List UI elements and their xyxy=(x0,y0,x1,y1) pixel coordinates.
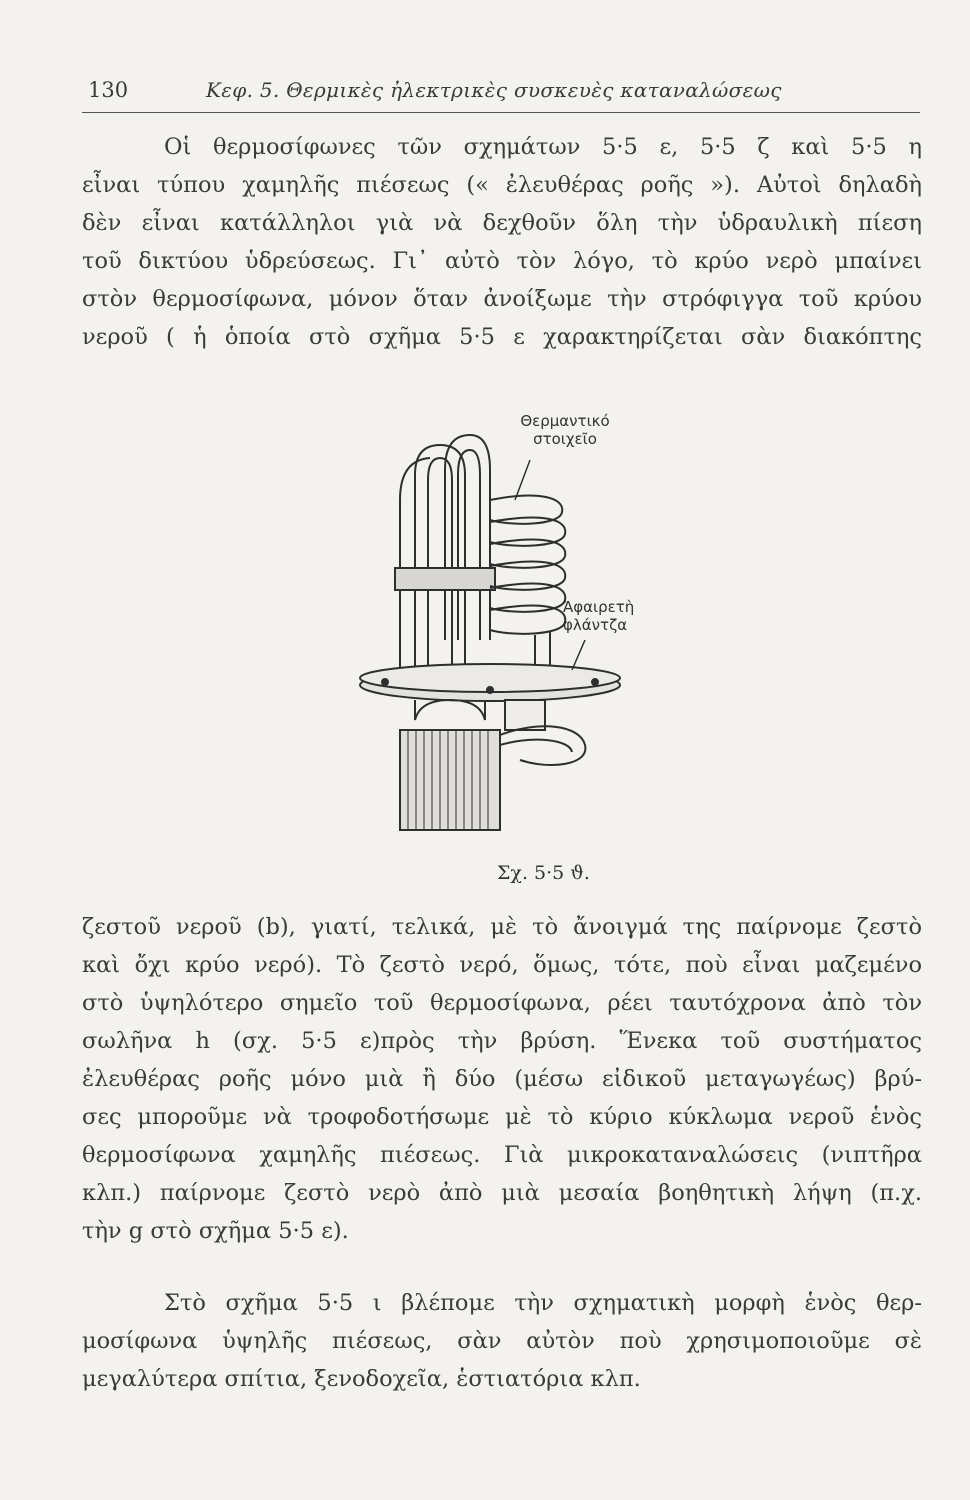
running-header xyxy=(82,72,920,113)
paragraph-1 xyxy=(82,128,922,356)
text-line: σωλῆνα h (σχ. 5·5 ε)πρὸς τὴν βρύση. Ἕνεκα τοῦ συστήματος xyxy=(82,1028,922,1054)
text-line: μεγαλύτερα σπίτια, ξενοδοχεῖα, ἑστιατόρια κλπ. xyxy=(82,1366,641,1392)
text-line: καὶ ὄχι κρύο νερό). Τὸ ζεστὸ νερό, ὅμως, τότε, ποὺ εἶναι μαζεμένο xyxy=(82,952,922,978)
text-line: ἐλευθέρας ροῆς μόνο μιὰ ἢ δύο (μέσω εἰδικοῦ μεταγωγέως) βρύ- xyxy=(82,1066,922,1092)
paragraph-2 xyxy=(82,908,922,1250)
text-line: εἶναι τύπου χαμηλῆς πιέσεως (« ἐλευθέρας ροῆς »). Αὐτοὶ δηλαδὴ xyxy=(82,172,922,198)
text-line: νεροῦ ( ἡ ὁποία στὸ σχῆμα 5·5 ε χαρακτηρίζεται σὰν διακόπτης xyxy=(82,324,922,350)
label-heating-element-line2: στοιχεῖο xyxy=(533,430,597,448)
chapter-title: Κεφ. 5. Θερμικὲς ἠλεκτρικὲς συσκευὲς καταναλώσεως xyxy=(206,78,782,102)
text-line: μοσίφωνα ὑψηλῆς πιέσεως, σὰν αὐτὸν ποὺ χρησιμοποιοῦμε σὲ xyxy=(82,1328,922,1354)
label-heating-element-line1: Θερμαντικό xyxy=(520,412,610,430)
text-line: Στὸ σχῆμα 5·5 ι βλέπομε τὴν σχηματικὴ μορφὴ ἑνὸς θερ- xyxy=(164,1290,922,1316)
text-line: τὴν g στὸ σχῆμα 5·5 ε). xyxy=(82,1218,349,1244)
text-line: στὸ ὑψηλότερο σημεῖο τοῦ θερμοσίφωνα, ρέει ταυτόχρονα ἀπὸ τὸν xyxy=(82,990,922,1016)
paragraph-3 xyxy=(82,1284,922,1398)
text-line: στὸν θερμοσίφωνα, μόνον ὅταν ἀνοίξωμε τὴν στρόφιγγα τοῦ κρύου xyxy=(82,286,922,312)
text-line: τοῦ δικτύου ὑδρεύσεως. Γι᾽ αὐτὸ τὸν λόγο, τὸ κρύο νερὸ μπαίνει xyxy=(82,248,922,274)
text-line: κλπ.) παίρνομε ζεστὸ νερὸ ἀπὸ μιὰ μεσαία βοηθητικὴ λήψη (π.χ. xyxy=(82,1180,922,1206)
label-removable-flange-line2: φλάντζα xyxy=(563,616,628,634)
text-line: Οἱ θερμοσίφωνες τῶν σχημάτων 5·5 ε, 5·5 ζ καὶ 5·5 η xyxy=(164,134,922,160)
figure-water-heater-element xyxy=(340,400,680,840)
text-line: δὲν εἶναι κατάλληλοι γιὰ νὰ δεχθοῦν ὅλη τὴν ὑδραυλικὴ πίεση xyxy=(82,210,922,236)
label-heating-element xyxy=(510,412,620,448)
page-number: 130 xyxy=(88,78,129,102)
text-line: σες μποροῦμε νὰ τροφοδοτήσωμε μὲ τὸ κύριο κύκλωμα νεροῦ ἑνὸς xyxy=(82,1104,922,1130)
text-line: ζεστοῦ νεροῦ (b), γιατί, τελικά, μὲ τὸ ἄνοιγμά της παίρνομε ζεστὸ xyxy=(82,914,922,940)
label-removable-flange-line1: Ἀφαιρετὴ xyxy=(563,598,635,616)
figure-caption: Σχ. 5·5 ϑ. xyxy=(497,862,590,884)
label-removable-flange xyxy=(563,598,663,634)
text-line: θερμοσίφωνα χαμηλῆς πιέσεως. Γιὰ μικροκαταναλώσεις (νιπτῆρα xyxy=(82,1142,922,1168)
